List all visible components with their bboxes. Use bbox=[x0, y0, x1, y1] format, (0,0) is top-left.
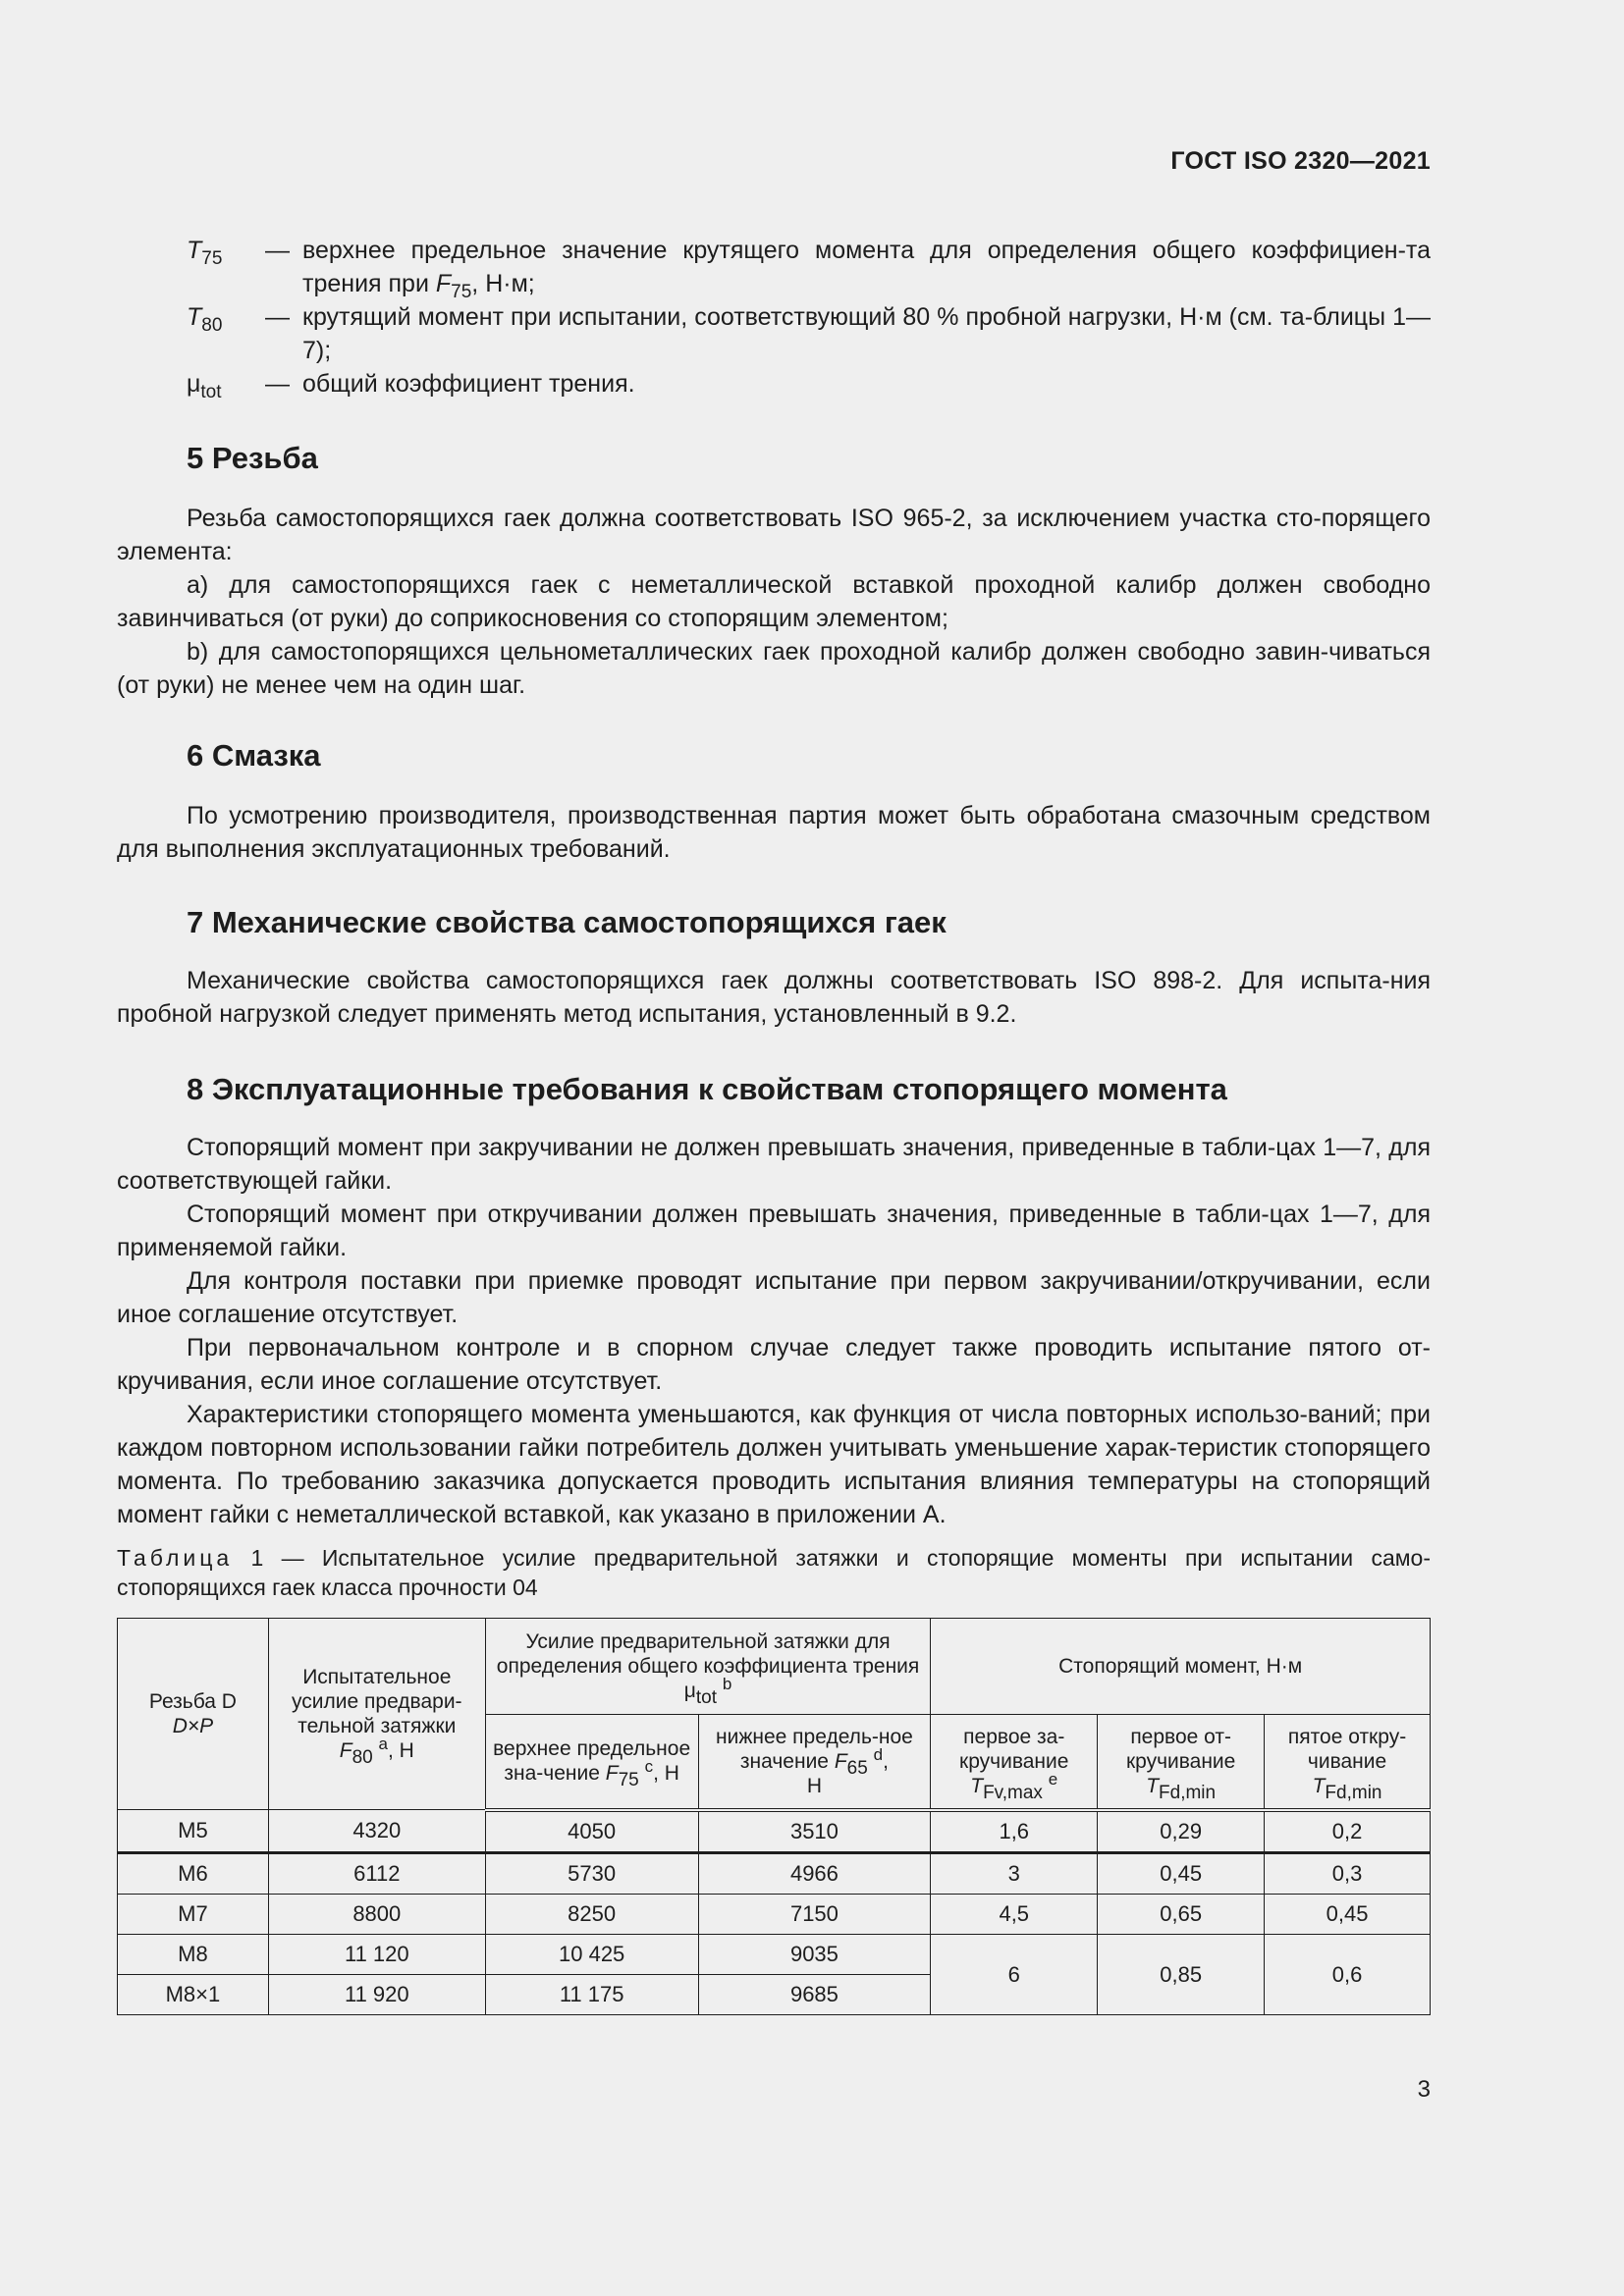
paragraph: a) для самостопорящихся гаек с неметаллической вставкой проходной калибр должен свободно завинчиваться (от руки) до соприкосновения со стопорящим элементом; bbox=[117, 571, 1431, 632]
paragraph: b) для самостопорящихся цельнометаллических гаек проходной калибр должен свободно завин-чиваться (от руки) не менее чем на один шаг. bbox=[117, 638, 1431, 699]
cell-f65: 3510 bbox=[698, 1810, 931, 1853]
cell-f80: 11 920 bbox=[268, 1974, 485, 2014]
document-id: ГОСТ ISO 2320—2021 bbox=[1170, 147, 1431, 175]
cell-tfd-first: 0,85 bbox=[1098, 1934, 1265, 2014]
cell-tfd-fifth: 0,6 bbox=[1265, 1934, 1431, 2014]
cell-f80: 11 120 bbox=[268, 1934, 485, 1974]
header-upper-limit: верхнее предельное зна-чение $F_{75}$ $^c$, Н bbox=[485, 1715, 698, 1810]
cell-f75: 11 175 bbox=[485, 1974, 698, 2014]
cell-f80: 8800 bbox=[268, 1894, 485, 1934]
paragraph: Стопорящий момент при закручивании не должен превышать значения, приведенные в табли-цах 1—7, для соответствующей гайки. bbox=[117, 1134, 1431, 1195]
paragraph: При первоначальном контроле и в спорном случае следует также проводить испытание пятого от-кручивания, если иное соглашение отсутствует. bbox=[117, 1334, 1431, 1395]
caption-text: 1 — Испытательное усилие предварительной затяжки и стопорящие моменты при испытании само-стопорящихся гаек класса прочности 04 bbox=[117, 1545, 1431, 1600]
section-8-body bbox=[117, 1131, 1431, 1531]
caption-label: Таблица bbox=[117, 1545, 234, 1571]
table-row bbox=[118, 1934, 1431, 1974]
definition-t75 bbox=[187, 234, 1431, 300]
definition-text: крутящий момент при испытании, соответствующий 80 % пробной нагрузки, Н·м (см. та-блицы 1—7); bbox=[302, 303, 1431, 364]
symbol: $T_{75}$ bbox=[187, 237, 223, 269]
symbol: $\mu_{tot}$ bbox=[187, 370, 222, 402]
cell-f65: 9685 bbox=[698, 1974, 931, 2014]
cell-thread: M8 bbox=[118, 1934, 269, 1974]
cell-f75: 10 425 bbox=[485, 1934, 698, 1974]
section-7-heading: 7 Механические свойства самостопорящихся гаек bbox=[187, 905, 947, 939]
cell-tfd-fifth: 0,2 bbox=[1265, 1810, 1431, 1853]
cell-f80: 6112 bbox=[268, 1852, 485, 1894]
cell-tfd-first: 0,29 bbox=[1098, 1810, 1265, 1853]
cell-thread: M7 bbox=[118, 1894, 269, 1934]
cell-tfd-first: 0,65 bbox=[1098, 1894, 1265, 1934]
section-5-heading: 5 Резьба bbox=[187, 441, 318, 475]
header-test-force: Испытательное усилие предвари-тельной затяжки $F_{80}$ $^a$, Н bbox=[268, 1619, 485, 1810]
section-8-heading: 8 Эксплуатационные требования к свойствам стопорящего момента bbox=[187, 1072, 1227, 1106]
paragraph: По усмотрению производителя, производственная партия может быть обработана смазочным средством для выполнения эксплуатационных требований. bbox=[117, 802, 1431, 863]
cell-f65: 4966 bbox=[698, 1852, 931, 1894]
header-thread: Резьба D D×P bbox=[118, 1619, 269, 1810]
header-first-on: первое за-кручивание $T_{Fv,max}$ $^e$ bbox=[931, 1715, 1098, 1810]
cell-tfv-max: 3 bbox=[931, 1852, 1098, 1894]
table-row bbox=[118, 1894, 1431, 1934]
definition-text: верхнее предельное значение крутящего момента для определения общего коэффициен-та трения при $F_{75}$, Н·м; bbox=[302, 237, 1431, 302]
cell-f75: 5730 bbox=[485, 1852, 698, 1894]
table-row bbox=[118, 1810, 1431, 1853]
header-preload: Усилие предварительной затяжки для определения общего коэффициента трения $\mu_{tot}$ $^b$ bbox=[485, 1619, 931, 1715]
section-6-body bbox=[117, 799, 1431, 866]
cell-tfd-first: 0,45 bbox=[1098, 1852, 1265, 1894]
header-lower-limit: нижнее предель-ное значение $F_{65}$ $^d$, Н bbox=[698, 1715, 931, 1810]
cell-thread: M8×1 bbox=[118, 1974, 269, 2014]
dash: — bbox=[265, 370, 290, 398]
paragraph: Механические свойства самостопорящихся гаек должны соответствовать ISO 898-2. Для испыта-ния пробной нагрузкой следует применять метод испытания, установленный в 9.2. bbox=[117, 967, 1431, 1028]
table-1-caption bbox=[117, 1543, 1431, 1602]
cell-f75: 4050 bbox=[485, 1810, 698, 1853]
table-row bbox=[118, 1852, 1431, 1894]
cell-tfd-fifth: 0,3 bbox=[1265, 1852, 1431, 1894]
cell-thread: M5 bbox=[118, 1810, 269, 1853]
header-locking-torque: Стопорящий момент, Н·м bbox=[931, 1619, 1431, 1715]
definition-mu-tot bbox=[187, 367, 1431, 400]
dash: — bbox=[265, 237, 290, 264]
cell-f75: 8250 bbox=[485, 1894, 698, 1934]
cell-f65: 9035 bbox=[698, 1934, 931, 1974]
section-6-heading: 6 Смазка bbox=[187, 738, 321, 773]
table-1 bbox=[117, 1618, 1431, 2015]
cell-tfv-max: 1,6 bbox=[931, 1810, 1098, 1853]
paragraph: Характеристики стопорящего момента уменьшаются, как функция от числа повторных использо-ваний; при каждом повторном использовании гайки потребитель должен учитывать уменьшение харак-теристик стопорящего момента. По требованию заказчика допускается проводить испытания влияния температуры на стопорящий момент гайки с неметаллической вставкой, как указано в приложении А. bbox=[117, 1401, 1431, 1528]
cell-tfv-max: 6 bbox=[931, 1934, 1098, 2014]
cell-tfv-max: 4,5 bbox=[931, 1894, 1098, 1934]
cell-f65: 7150 bbox=[698, 1894, 931, 1934]
header-first-off: первое от-кручивание $T_{Fd,min}$ bbox=[1098, 1715, 1265, 1810]
dash: — bbox=[265, 303, 290, 331]
section-7-body bbox=[117, 964, 1431, 1031]
paragraph: Для контроля поставки при приемке проводят испытание при первом закручивании/откручивании, если иное соглашение отсутствует. bbox=[117, 1267, 1431, 1328]
page-number: 3 bbox=[1417, 2076, 1431, 2103]
definition-t80 bbox=[187, 300, 1431, 367]
cell-thread: M6 bbox=[118, 1852, 269, 1894]
paragraph: Резьба самостопорящихся гаек должна соответствовать ISO 965-2, за исключением участка сто-порящего элемента: bbox=[117, 505, 1431, 565]
definition-text: общий коэффициент трения. bbox=[302, 370, 635, 398]
symbol: $T_{80}$ bbox=[187, 303, 223, 336]
symbol-definitions bbox=[187, 234, 1431, 400]
section-5-body bbox=[117, 502, 1431, 702]
paragraph: Стопорящий момент при откручивании должен превышать значения, приведенные в табли-цах 1—7, для применяемой гайки. bbox=[117, 1201, 1431, 1261]
header-fifth-off: пятое откру-чивание $T_{Fd,min}$ bbox=[1265, 1715, 1431, 1810]
cell-tfd-fifth: 0,45 bbox=[1265, 1894, 1431, 1934]
cell-f80: 4320 bbox=[268, 1810, 485, 1853]
